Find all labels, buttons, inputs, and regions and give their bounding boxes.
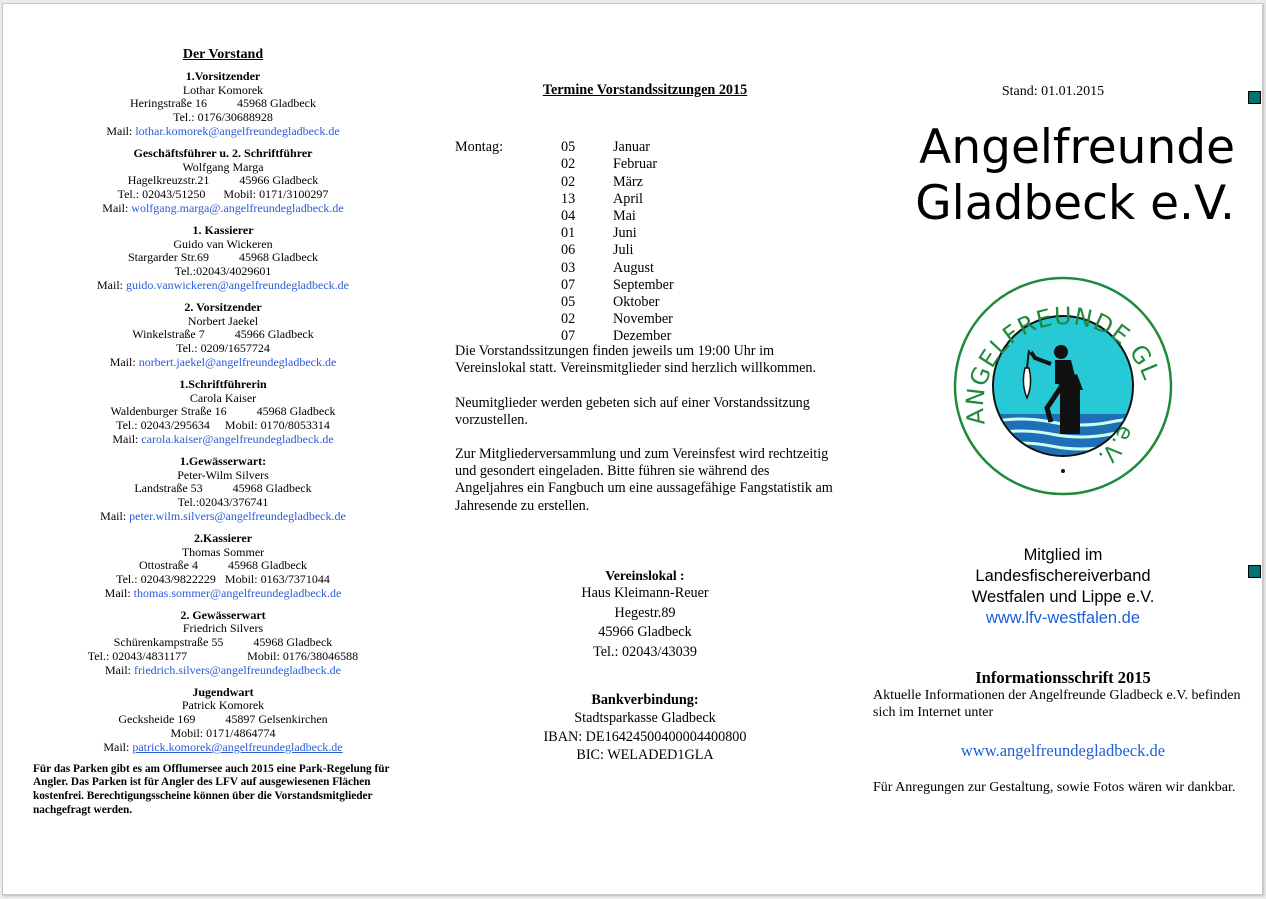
club-website-link[interactable]: www.angelfreundegladbeck.de	[960, 740, 1166, 760]
meeting-day: 06	[561, 242, 576, 259]
meeting-day: 13	[561, 190, 576, 207]
member-email-link[interactable]: patrick.komorek@angelfreundegladbeck.de	[132, 739, 343, 754]
meeting-day: 07	[561, 276, 576, 293]
info-text: Aktuelle Informationen der Angelfreunde Gladbeck e.V. befinden sich im Internet unter	[873, 687, 1241, 720]
member-role: 1.Gewässerwart:	[179, 453, 267, 468]
member-mail-row	[33, 279, 413, 293]
meeting-info-paragraph: Die Vorstandssitzungen finden jeweils um 19:00 Uhr im Vereinslokal statt. Vereinsmitglieder sind herzlich willkommen.	[455, 343, 817, 377]
board-member	[33, 532, 413, 601]
meetings-column	[455, 82, 835, 765]
member-phone: Tel.: 0209/1657724	[176, 341, 270, 356]
board-member	[33, 224, 413, 293]
meeting-date-row	[561, 277, 821, 294]
meeting-date-row	[561, 174, 821, 191]
meeting-month: August	[613, 259, 654, 276]
member-name: Patrick Komorek	[181, 698, 265, 713]
meeting-month: Oktober	[613, 294, 660, 310]
assembly-paragraph: Zur Mitgliederversammlung und zum Vereinsfest wird rechtzeitig und gesondert eingeladen. Bitte führen sie während des Angeljahres ein Fangbuch um eine aussagefähige Fangstatistik am Jahresende zu erstellen.	[455, 446, 833, 514]
club-logo	[951, 274, 1175, 496]
member-mail-row	[33, 741, 413, 755]
membership-line2: Landesfischereiverband	[975, 567, 1151, 585]
lfv-link[interactable]: www.lfv-westfalen.de	[985, 609, 1141, 627]
club-title-line2: Gladbeck e.V.	[915, 176, 1235, 231]
member-name: Peter-Wilm Silvers	[177, 467, 269, 482]
meetings-heading: Termine Vorstandssitzungen 2015	[542, 82, 748, 98]
bank-bic: BIC: WELADED1GLA	[576, 747, 714, 764]
board-member	[33, 378, 413, 447]
member-mail-row	[33, 356, 413, 370]
stand-date: Stand: 01.01.2015	[1001, 84, 1105, 99]
meeting-date-row	[561, 208, 821, 225]
member-address: Landstraße 53 45968 Gladbeck	[134, 481, 312, 496]
board-column	[33, 48, 413, 818]
board-member	[33, 301, 413, 370]
board-heading: Der Vorstand	[182, 47, 264, 62]
member-email-link[interactable]: lothar.komorek@angelfreundegladbeck.de	[135, 123, 340, 138]
meeting-date-row	[561, 311, 821, 328]
mail-label: Mail:	[104, 585, 131, 600]
bank-name: Stadtsparkasse Gladbeck	[574, 710, 716, 727]
new-members-paragraph: Neumitglieder werden gebeten sich auf einer Vorstandssitzung vorzustellen.	[455, 394, 810, 428]
member-mail-row	[33, 202, 413, 216]
feedback-text: Für Anregungen zur Gestaltung, sowie Fotos wären wir dankbar.	[873, 780, 1236, 795]
meeting-date-row	[561, 328, 821, 345]
meeting-day: 02	[561, 311, 576, 328]
member-mail-row	[33, 587, 413, 601]
mail-label: Mail:	[112, 431, 139, 446]
member-list	[33, 70, 413, 755]
member-address: Stargarder Str.69 45968 Gladbeck	[127, 250, 319, 265]
member-phone: Tel.: 02043/51250 Mobil: 0171/3100297	[117, 187, 329, 202]
meeting-day: 02	[561, 173, 576, 190]
meeting-dates	[455, 139, 835, 343]
bank-title: Bankverbindung:	[591, 692, 699, 709]
mail-label: Mail:	[106, 123, 133, 138]
member-role: 1. Kassierer	[192, 222, 254, 237]
club-title-line1: Angelfreunde	[919, 120, 1235, 175]
meeting-month: Februar	[613, 156, 658, 173]
meeting-month: Dezember	[613, 328, 672, 345]
meeting-month: November	[613, 311, 673, 328]
member-role: 1.Schriftführerin	[179, 376, 267, 391]
mail-label: Mail:	[97, 277, 124, 292]
member-phone: Tel.: 02043/9822229 Mobil: 0163/7371044	[116, 572, 330, 587]
meeting-date-row	[561, 156, 821, 173]
info-title: Informationsschrift 2015	[975, 668, 1151, 687]
member-role: 2.Kassierer	[193, 530, 253, 545]
document-page	[2, 3, 1263, 895]
member-name: Guido van Wickeren	[173, 236, 273, 251]
meeting-day: 05	[561, 294, 576, 310]
meeting-day: 07	[561, 328, 576, 345]
club-title	[863, 120, 1235, 232]
frame-handle[interactable]	[1248, 91, 1261, 104]
meeting-day: 05	[561, 139, 576, 156]
meeting-day: 02	[561, 156, 576, 173]
venue-phone: Tel.: 02043/43039	[593, 643, 697, 660]
meeting-day: 01	[561, 225, 576, 242]
venue-street: Hegestr.89	[614, 604, 676, 621]
frame-handle[interactable]	[1248, 565, 1261, 578]
meeting-month: April	[613, 190, 643, 207]
member-role: 2. Vorsitzender	[184, 299, 262, 314]
member-phone: Tel.: 02043/295634 Mobil: 0170/8053314	[116, 418, 330, 433]
meeting-date-row	[561, 139, 821, 156]
member-email-link[interactable]: norbert.jaekel@angelfreundegladbeck.de	[138, 354, 337, 369]
member-name: Wolfgang Marga	[182, 159, 264, 174]
member-address: Heringstraße 16 45968 Gladbeck	[130, 96, 316, 111]
member-mail-row	[33, 664, 413, 678]
member-role: 2. Gewässerwart	[180, 607, 266, 622]
membership-line3: Westfalen und Lippe e.V.	[971, 588, 1155, 606]
venue-title: Vereinslokal :	[605, 567, 685, 583]
mail-label: Mail:	[103, 739, 130, 754]
member-address: Hagelkreuzstr.21 45966 Gladbeck	[127, 173, 319, 188]
logo-emblem-icon	[951, 274, 1175, 496]
member-role: Geschäftsführer u. 2. Schriftführer	[133, 145, 313, 160]
parking-note: Für das Parken gibt es am Offlumersee auch 2015 eine Park-Regelung für Angler. Das Parken ist für Angler des LFV auf ausgewiesenen Flächen kostenfrei. Berechtigungsscheine können über die Vorstandsmitglieder nachgefragt werden.	[33, 762, 390, 817]
info-block	[873, 669, 1253, 797]
member-address: Gecksheide 169 45897 Gelsenkirchen	[118, 712, 328, 727]
member-name: Friedrich Silvers	[182, 621, 264, 636]
member-address: Waldenburger Straße 16 45968 Gladbeck	[110, 404, 336, 419]
member-address: Schürenkampstraße 55 45968 Gladbeck	[113, 635, 333, 650]
member-phone: Tel.:02043/376741	[177, 495, 269, 510]
member-phone: Tel.: 0176/30688928	[173, 110, 273, 125]
venue-city: 45966 Gladbeck	[598, 624, 692, 641]
member-mail-row	[33, 510, 413, 524]
meeting-month: September	[613, 276, 674, 293]
cover-column	[863, 84, 1263, 232]
mail-label: Mail:	[105, 662, 132, 677]
member-phone: Mobil: 0171/4864774	[170, 726, 276, 741]
board-member	[33, 455, 413, 524]
mail-label: Mail:	[109, 354, 136, 369]
meeting-date-row	[561, 294, 821, 311]
bank-block	[455, 692, 835, 765]
member-address: Winkelstraße 7 45966 Gladbeck	[132, 327, 314, 342]
member-role: 1.Vorsitzender	[185, 68, 261, 83]
meeting-date-row	[561, 225, 821, 242]
meeting-day: 03	[561, 259, 576, 276]
member-name: Carola Kaiser	[189, 390, 257, 405]
member-mail-row	[33, 433, 413, 447]
member-role: Jugendwart	[192, 684, 254, 699]
meeting-date-row	[561, 191, 821, 208]
member-email-link[interactable]: wolfgang.marga@.angelfreundegladbeck.de	[131, 200, 344, 215]
member-name: Thomas Sommer	[181, 544, 265, 559]
membership-block	[933, 545, 1193, 629]
board-member	[33, 609, 413, 678]
meeting-month: Mai	[613, 208, 636, 224]
logo-text-top: ANGELFREUNDE GL	[960, 301, 1166, 427]
venue-name: Haus Kleimann-Reuer	[581, 585, 709, 602]
meeting-month: Juli	[613, 242, 634, 259]
membership-line1: Mitglied im	[1023, 546, 1103, 564]
logo-text-bottom: e.V.	[1093, 421, 1139, 471]
mail-label: Mail:	[102, 200, 129, 215]
member-email-link[interactable]: guido.vanwickeren@angelfreundegladbeck.de	[126, 277, 349, 292]
member-phone: Tel.: 02043/4831177 Mobil: 0176/38046588	[87, 649, 359, 664]
member-mail-row	[33, 125, 413, 139]
board-member	[33, 686, 413, 755]
member-email-link[interactable]: peter.wilm.silvers@angelfreundegladbeck.de	[129, 508, 346, 523]
member-name: Lothar Komorek	[182, 82, 264, 97]
member-email-link[interactable]: friedrich.silvers@angelfreundegladbeck.de	[134, 662, 341, 677]
board-member	[33, 147, 413, 216]
weekday-label: Montag:	[455, 139, 504, 156]
meeting-month: Juni	[613, 225, 637, 242]
member-phone: Tel.:02043/4029601	[174, 264, 272, 279]
member-address: Ottostraße 4 45968 Gladbeck	[139, 558, 307, 573]
member-email-link[interactable]: thomas.sommer@angelfreundegladbeck.de	[133, 585, 342, 600]
bank-iban: IBAN: DE16424500400004400800	[543, 728, 747, 745]
venue-block	[455, 567, 835, 662]
mail-label: Mail:	[100, 508, 127, 523]
meeting-day: 04	[561, 208, 576, 224]
member-name: Norbert Jaekel	[187, 313, 259, 328]
meeting-date-row	[561, 260, 821, 277]
board-member	[33, 70, 413, 139]
meeting-date-row	[561, 242, 821, 259]
meeting-month: März	[613, 173, 643, 190]
meeting-month: Januar	[613, 139, 651, 156]
member-email-link[interactable]: carola.kaiser@angelfreundegladbeck.de	[141, 431, 334, 446]
